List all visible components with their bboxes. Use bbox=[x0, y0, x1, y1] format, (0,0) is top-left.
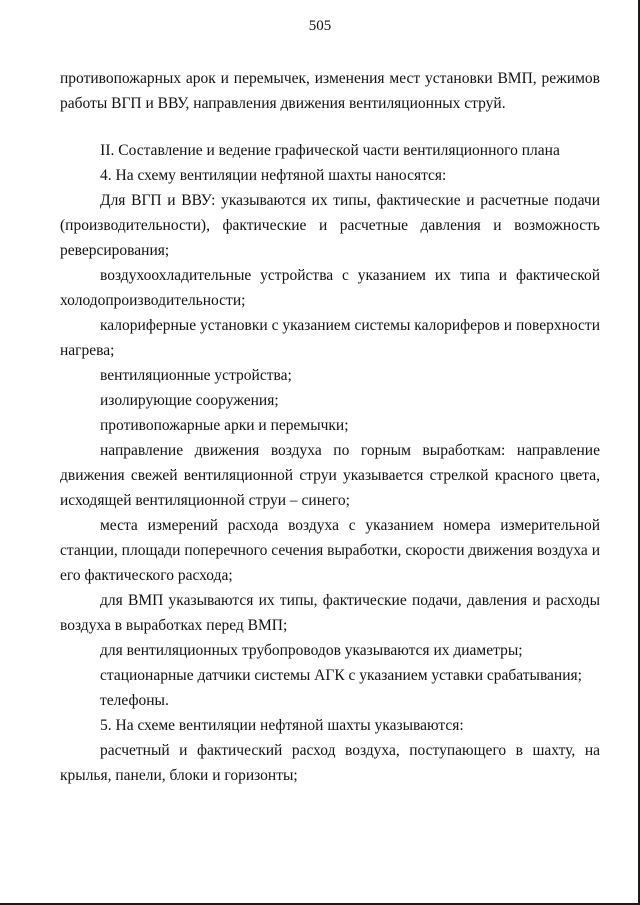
paragraph-air-flow: расчетный и фактический расход воздуха, поступающего в шахту, на крылья, панели, блоки и горизонты; bbox=[60, 742, 600, 784]
paragraph-air-coolers: воздухоохладительные устройства с указанием их типа и фактической холодопроизводительности; bbox=[60, 267, 600, 309]
paragraph-item-5: 5. На схеме вентиляции нефтяной шахты указываются: bbox=[100, 717, 464, 734]
paragraph-air-direction: направление движения воздуха по горным выработкам: направление движения свежей вентиляционной струи указывается стрелкой красного цвета, исходящей вентиляционной струи – синего; bbox=[60, 442, 600, 509]
paragraph-fans: Для ВГП и ВВУ: указываются их типы, фактические и расчетные подачи (производительности), фактические и расчетные давления и возможность реверсирования; bbox=[60, 192, 600, 259]
paragraph-continuation: противопожарных арок и перемычек, изменения мест установки ВМП, режимов работы ВГП и ВВУ, направления движения вентиляционных струй. bbox=[60, 70, 600, 112]
paragraph-vent-devices: вентиляционные устройства; bbox=[100, 367, 292, 384]
paragraph-isolating: изолирующие сооружения; bbox=[100, 392, 279, 409]
page-number: 505 bbox=[308, 18, 332, 34]
paragraph-ducts: для вентиляционных трубопроводов указываются их диаметры; bbox=[100, 642, 523, 659]
paragraph-item-4: 4. На схему вентиляции нефтяной шахты наносятся: bbox=[100, 167, 447, 184]
paragraph-measurement-points: места измерений расхода воздуха с указанием номера измерительной станции, площади поперечного сечения выработки, скорости движения воздуха и его фактического расхода; bbox=[60, 517, 600, 584]
paragraph-heaters: калориферные установки с указанием системы калориферов и поверхности нагрева; bbox=[60, 317, 600, 359]
document-body bbox=[60, 66, 600, 788]
paragraph-phones: телефоны. bbox=[100, 692, 169, 709]
paragraph-local-fans: для ВМП указываются их типы, фактические подачи, давления и расходы воздуха в выработках перед ВМП; bbox=[60, 592, 600, 634]
paragraph-fire-arches: противопожарные арки и перемычки; bbox=[100, 417, 349, 434]
paragraph-sensors: стационарные датчики системы АГК с указанием уставки срабатывания; bbox=[100, 667, 582, 684]
section-heading: II. Составление и ведение графической части вентиляционного плана bbox=[100, 142, 560, 159]
